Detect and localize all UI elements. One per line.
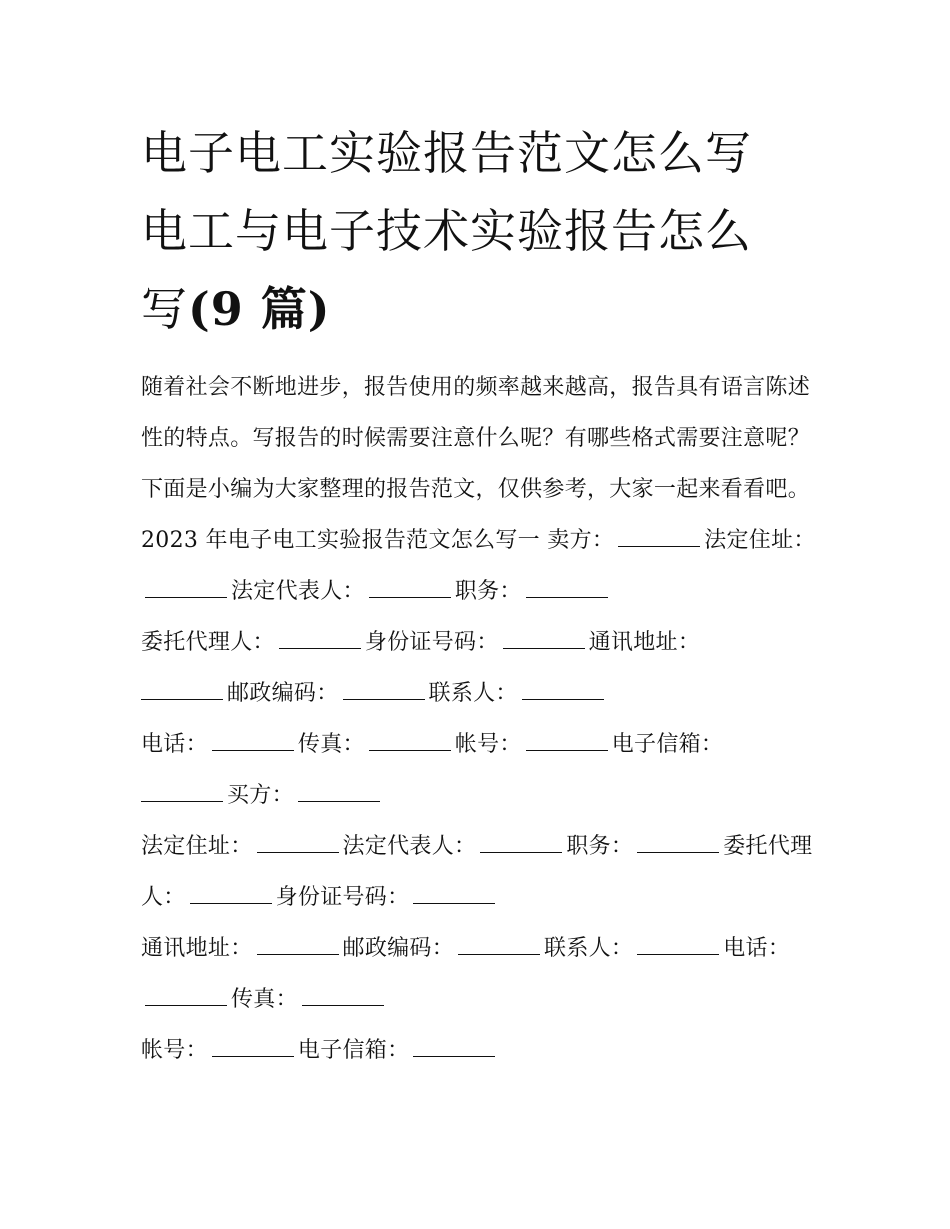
title-line-1: 电子电工实验报告范文怎么写 xyxy=(141,126,752,180)
fill-blank xyxy=(480,834,562,853)
seller-postal-code-label: 邮政编码： xyxy=(227,681,339,706)
buyer-id-label: 身份证号码： xyxy=(275,885,410,910)
fill-blank xyxy=(503,630,585,649)
fill-blank xyxy=(302,987,384,1006)
fill-blank xyxy=(343,681,425,700)
fill-blank xyxy=(190,885,272,904)
fill-blank xyxy=(526,579,608,598)
fill-blank xyxy=(145,987,227,1006)
seller-email-label: 电子信箱： xyxy=(611,732,724,757)
seller-heading: 2023 年电子电工实验报告范文怎么写一 卖方： xyxy=(141,528,615,553)
seller-account-label: 帐号： xyxy=(454,732,522,757)
fill-blank xyxy=(298,783,380,802)
seller-paragraph xyxy=(141,515,816,617)
fill-blank xyxy=(369,579,451,598)
buyer-fax-label: 传真： xyxy=(231,987,298,1012)
buyer-paragraph-1 xyxy=(141,821,816,923)
fill-blank xyxy=(637,834,719,853)
buyer-phone-label: 电话： xyxy=(723,936,791,961)
fill-blank xyxy=(522,681,604,700)
fill-blank xyxy=(145,579,227,598)
buyer-contact-label: 联系人： xyxy=(544,936,634,961)
fill-blank xyxy=(458,936,540,955)
intro-paragraph: 随着社会不断地进步，报告使用的频率越来越高，报告具有语言陈述性的特点。写报告的时候需要注意什么呢？有哪些格式需要注意呢？下面是小编为大家整理的报告范文，仅供参考，大家一起来看看吧。 xyxy=(141,375,811,502)
title-line-3-count: (9 篇) xyxy=(188,282,331,336)
fill-blank xyxy=(257,834,339,853)
fill-blank xyxy=(141,681,223,700)
seller-fax-label: 传真： xyxy=(297,732,365,757)
seller-id-label: 身份证号码： xyxy=(364,630,499,655)
seller-phone-paragraph xyxy=(141,719,816,821)
fill-blank xyxy=(141,783,223,802)
buyer-heading: 买方： xyxy=(227,783,294,808)
buyer-legal-address-label: 法定住址： xyxy=(141,834,253,859)
seller-agent-label: 委托代理人： xyxy=(141,630,275,655)
seller-position-label: 职务： xyxy=(454,579,522,604)
seller-agent-paragraph xyxy=(141,617,816,719)
buyer-agent-label: 委托代理人： xyxy=(141,834,813,910)
buyer-mail-address-label: 通讯地址： xyxy=(141,936,253,961)
fill-blank xyxy=(526,732,608,751)
title-line-2: 电工与电子技术实验报告怎么 xyxy=(141,204,752,258)
seller-phone-label: 电话： xyxy=(141,732,208,757)
fill-blank xyxy=(212,732,294,751)
buyer-paragraph-3 xyxy=(141,1025,816,1076)
document-title xyxy=(141,114,816,348)
fill-blank xyxy=(413,1038,495,1057)
buyer-postal-code-label: 邮政编码： xyxy=(342,936,455,961)
title-line-3-prefix: 写 xyxy=(141,282,188,336)
fill-blank xyxy=(637,936,719,955)
fill-blank xyxy=(618,528,700,547)
seller-legal-address-label: 法定住址： xyxy=(704,528,816,553)
seller-legal-rep-label: 法定代表人： xyxy=(231,579,365,604)
buyer-legal-rep-label: 法定代表人： xyxy=(342,834,477,859)
fill-blank xyxy=(257,936,339,955)
document-content xyxy=(141,114,816,1076)
seller-mail-address-label: 通讯地址： xyxy=(588,630,701,655)
fill-blank xyxy=(369,732,451,751)
seller-contact-label: 联系人： xyxy=(428,681,518,706)
buyer-account-label: 帐号： xyxy=(141,1038,208,1063)
buyer-position-label: 职务： xyxy=(566,834,634,859)
fill-blank xyxy=(413,885,495,904)
fill-blank xyxy=(212,1038,294,1057)
buyer-paragraph-2 xyxy=(141,923,816,1025)
buyer-email-label: 电子信箱： xyxy=(297,1038,410,1063)
fill-blank xyxy=(279,630,361,649)
